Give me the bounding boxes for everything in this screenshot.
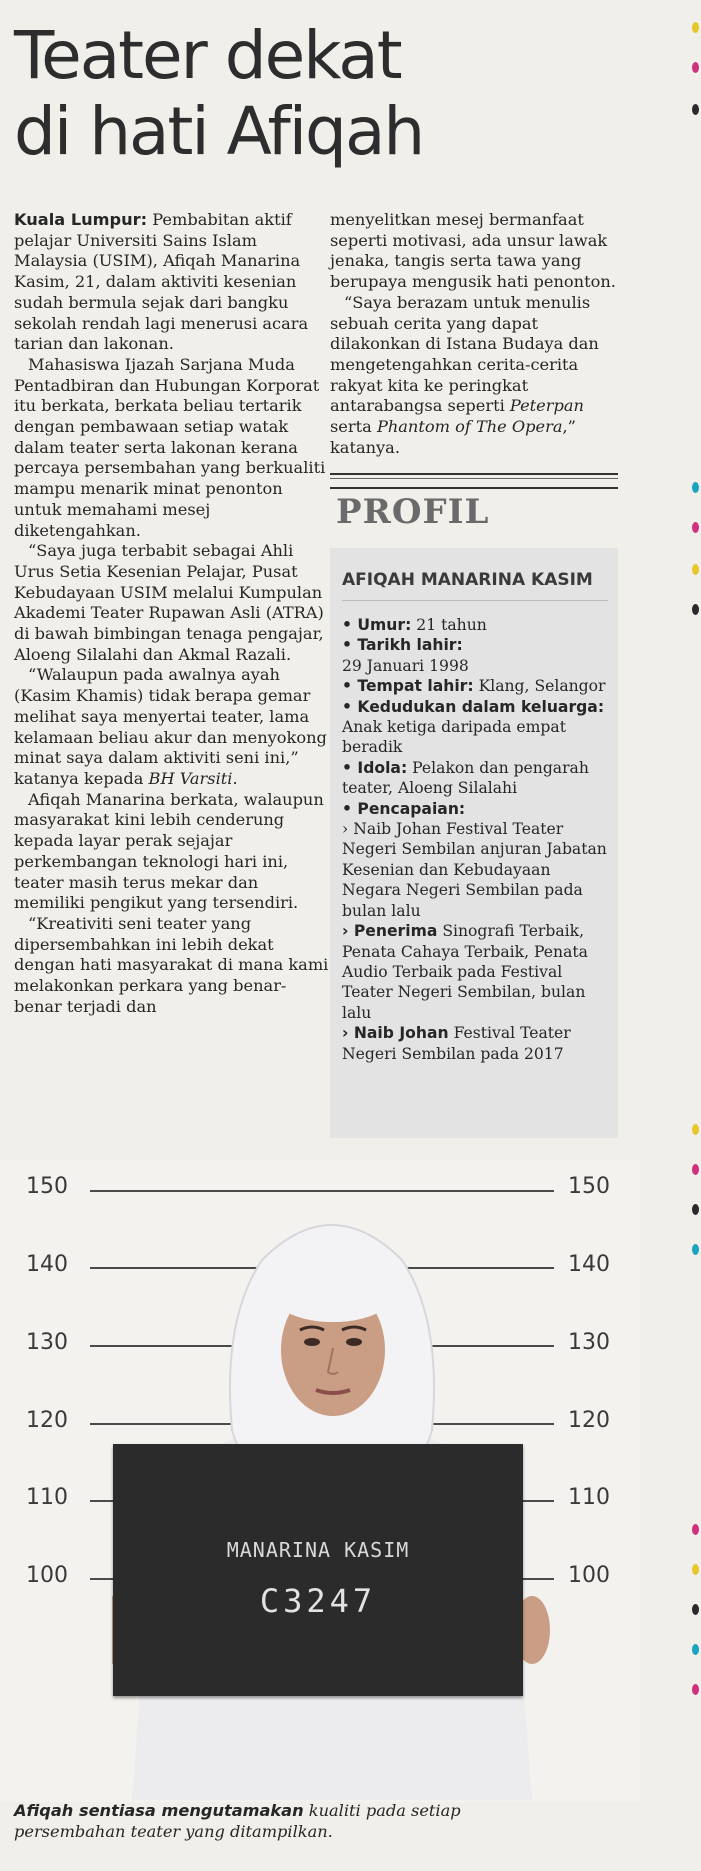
paragraph: Afiqah Manarina berkata, walaupun masyarakat kini lebih cenderung kepada layar perak sejajar perkembangan teknologi hari ini, teater masih terus mekar dan memiliki pengikut yang tersendiri. xyxy=(14,789,324,913)
height-label: 130 xyxy=(568,1330,610,1355)
board-code: C3247 xyxy=(259,1582,377,1620)
name-board xyxy=(113,1444,523,1696)
profile-row-achievements: • Pencapaian: xyxy=(342,799,466,818)
headline-line-2: di hati Afiqah xyxy=(14,93,424,170)
profile-row-birthdate: • Tarikh lahir: 29 Januari 1998 xyxy=(342,636,469,675)
print-dot xyxy=(692,482,699,493)
title-reference: Peterpan xyxy=(509,396,584,416)
article-column-left xyxy=(14,210,330,1017)
print-dot xyxy=(692,1564,699,1575)
paragraph: “Saya juga terbabit sebagai Ahli Urus Setia Kesenian Pelajar, Pusat Kebudayaan USIM melalui Kumpulan Akademi Teater Rupawan Asli (ATRA) di bawah bimbingan tenaga pengajar, Aloeng Silalahi dan Akmal Razali. xyxy=(14,541,324,664)
profile-row-family: • Kedudukan dalam keluarga: Anak ketiga daripada empat beradik xyxy=(342,697,605,757)
print-dot xyxy=(692,1204,699,1215)
article-column-right xyxy=(330,210,618,458)
height-label: 140 xyxy=(26,1252,68,1277)
height-line xyxy=(90,1190,554,1192)
print-dot xyxy=(692,62,699,73)
print-dot xyxy=(692,604,699,615)
profile-title: PROFIL xyxy=(336,492,490,532)
publication-name: BH Varsiti xyxy=(148,768,233,788)
print-dot xyxy=(692,1124,699,1135)
paragraph: Mahasiswa Ijazah Sarjana Muda Pentadbiran dan Hubungan Korporat itu berkata, berkata beliau tertarik dengan pembawaan setiap watak dalam teater serta lakonan kerana percaya persembahan yang berkualiti mampu menarik minat penonton untuk memahami mesej diketengahkan. xyxy=(14,354,326,540)
profile-achievement: › Penerima Sinografi Terbaik, Penata Cahaya Terbaik, Penata Audio Terbaik pada Festival Teater Negeri Sembilan, bulan lalu xyxy=(342,922,588,1022)
height-label: 130 xyxy=(26,1330,68,1355)
print-dot xyxy=(692,564,699,575)
height-label: 150 xyxy=(568,1174,610,1199)
profile-achievement: › Naib Johan Festival Teater Negeri Sembilan anjuran Jabatan Kesenian dan Kebudayaan Negara Negeri Sembilan pada bulan lalu xyxy=(342,820,607,920)
print-dot xyxy=(692,1644,699,1655)
profile-row-idol: • Idola: Pelakon dan pengarah teater, Aloeng Silalahi xyxy=(342,758,589,798)
paragraph: “Walaupun pada awalnya ayah (Kasim Khamis) tidak berapa gemar melihat saya menyertai teater, lama kelamaan beliau akur dan menyokong minat saya dalam aktiviti seni ini,” katanya kepada BH Varsiti. xyxy=(14,665,327,788)
height-label: 120 xyxy=(568,1408,610,1433)
paragraph: Kuala Lumpur: Pembabitan aktif pelajar Universiti Sains Islam Malaysia (USIM), Afiqah Manarina Kasim, 21, dalam aktiviti kesenian sudah bermula sejak dari bangku sekolah rendah lagi menerusi acara tarian dan lakonan. xyxy=(14,210,309,354)
headline xyxy=(14,18,634,170)
height-label: 100 xyxy=(568,1563,610,1588)
print-dot xyxy=(692,1684,699,1695)
paragraph: menyelitkan mesej bermanfaat seperti motivasi, ada unsur lawak jenaka, tangis serta tawa yang berupaya mengusik hati penonton. xyxy=(330,210,616,292)
print-dot xyxy=(692,1524,699,1535)
height-label: 110 xyxy=(568,1485,610,1510)
print-dot xyxy=(692,522,699,533)
print-dot xyxy=(692,1164,699,1175)
height-label: 120 xyxy=(26,1408,68,1433)
height-label: 140 xyxy=(568,1252,610,1277)
print-dot xyxy=(692,1244,699,1255)
print-dot xyxy=(692,104,699,115)
profile-achievement: › Naib Johan Festival Teater Negeri Sembilan pada 2017 xyxy=(342,1024,571,1063)
dateline: Kuala Lumpur: xyxy=(14,210,148,229)
profile-row-age: • Umur: 21 tahun xyxy=(342,616,487,634)
print-dot xyxy=(692,22,699,33)
photo-caption: Afiqah sentiasa mengutamakan kualiti pada setiap persembahan teater yang ditampilkan. xyxy=(14,1801,461,1841)
paragraph: “Saya berazam untuk menulis sebuah cerita yang dapat dilakonkan di Istana Budaya dan mengetengahkan cerita-cerita rakyat kita ke peringkat antarabangsa seperti Peterpan serta Phantom of The Opera,” katanya. xyxy=(330,292,599,457)
profile-list xyxy=(342,615,608,1064)
headline-line-1: Teater dekat xyxy=(14,17,401,94)
board-name: MANARINA KASIM xyxy=(226,1538,410,1562)
print-dot xyxy=(692,1604,699,1615)
profile-name: AFIQAH MANARINA KASIM xyxy=(342,568,608,601)
paragraph: “Kreativiti seni teater yang dipersembahkan ini lebih dekat dengan hati masyarakat di mana kami melakonkan perkara yang benar-benar terjadi dan xyxy=(14,913,329,1016)
height-label: 150 xyxy=(26,1174,68,1199)
profile-divider xyxy=(330,473,618,489)
height-label: 100 xyxy=(26,1563,68,1588)
profile-box xyxy=(330,548,618,1138)
height-label: 110 xyxy=(26,1485,68,1510)
profile-row-birthplace: • Tempat lahir: Klang, Selangor xyxy=(342,677,606,696)
title-reference: Phantom of The Opera xyxy=(376,417,563,437)
